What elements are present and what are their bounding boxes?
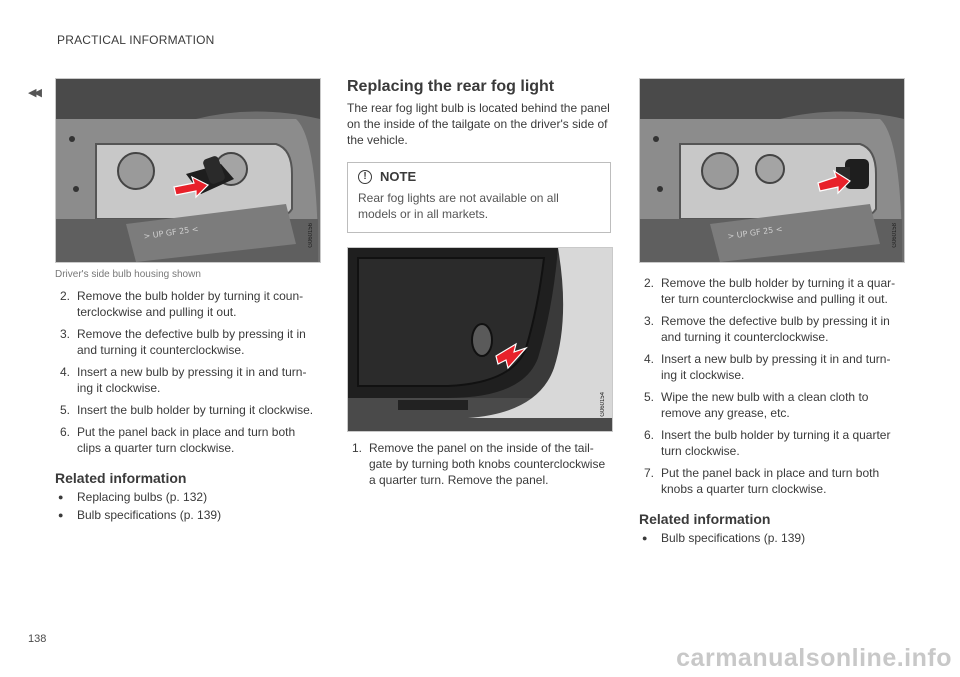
- page-number: 138: [28, 633, 47, 645]
- related-link[interactable]: ● Replacing bulbs (p. 132): [58, 490, 208, 504]
- related-link[interactable]: ● Bulb specifications (p. 139): [642, 531, 806, 545]
- intro-paragraph: The rear fog light bulb is located behind the panel on the inside of the tailgate on the driver's side of the vehicle.: [347, 101, 610, 147]
- list-item: 4. Insert a new bulb by pressing it in and turn-ing it clockwise.: [644, 352, 891, 382]
- previous-page-arrow-icon[interactable]: ◀◀: [28, 87, 39, 99]
- related-information-heading: Related information: [639, 511, 771, 527]
- note-text: Rear fog lights are not available on all models or in all markets.: [358, 191, 559, 221]
- figure-code: G060158: [892, 223, 898, 248]
- bulb-housing-figure: [55, 78, 321, 263]
- steps-list: [347, 440, 613, 488]
- note-box: [347, 162, 611, 233]
- embossed-label: > UP GF 25 <: [727, 224, 783, 241]
- bullet-icon: ●: [58, 510, 64, 520]
- bulb-holder-figure: [639, 78, 905, 263]
- column-left: [55, 78, 321, 524]
- section-header: PRACTICAL INFORMATION: [57, 33, 215, 47]
- list-item: 6. Insert the bulb holder by turning it a quarter turn clockwise.: [644, 428, 891, 458]
- section-title: Replacing the rear fog light: [347, 78, 555, 95]
- related-information-heading: Related information: [55, 470, 187, 486]
- info-icon: !: [358, 170, 372, 184]
- list-item: 3. Remove the defective bulb by pressing it in and turning it counterclockwise.: [60, 327, 306, 357]
- bullet-icon: ●: [58, 492, 64, 502]
- steps-list: [639, 275, 905, 497]
- list-item: 3. Remove the defective bulb by pressing it in and turning it counterclockwise.: [644, 314, 890, 344]
- list-item: 2. Remove the bulb holder by turning it coun-terclockwise and pulling it out.: [60, 289, 304, 319]
- steps-list: [55, 288, 321, 456]
- figure-code: G060154: [600, 392, 606, 417]
- bullet-icon: ●: [642, 533, 648, 543]
- list-item: 7. Put the panel back in place and turn both knobs a quarter turn clockwise.: [644, 466, 880, 496]
- list-item: 5. Wipe the new bulb with a clean cloth to remove any grease, etc.: [644, 390, 869, 420]
- tailgate-panel-figure: [347, 247, 613, 432]
- tailgate-panel-illustration: [348, 248, 612, 431]
- related-links: [639, 529, 905, 547]
- list-item: 2. Remove the bulb holder by turning it a quar-ter turn counterclockwise and pulling it out.: [644, 276, 896, 306]
- bulb-housing-illustration: [56, 79, 320, 262]
- column-right: [639, 78, 905, 547]
- related-links: [55, 488, 321, 524]
- bulb-holder-illustration: [640, 79, 904, 262]
- list-item: 5. Insert the bulb holder by turning it clockwise.: [60, 403, 314, 417]
- embossed-label: > UP GF 25 <: [143, 224, 199, 241]
- related-link[interactable]: ● Bulb specifications (p. 139): [58, 508, 222, 522]
- site-watermark: carmanualsonline.info: [676, 644, 952, 672]
- figure-caption: Driver's side bulb housing shown: [55, 269, 201, 280]
- list-item: 6. Put the panel back in place and turn both clips a quarter turn clockwise.: [60, 425, 296, 455]
- list-item: 4. Insert a new bulb by pressing it in and turn-ing it clockwise.: [60, 365, 307, 395]
- list-item: 1. Remove the panel on the inside of the tail-gate by turning both knobs counterclockwise a quarter turn. Remove the panel.: [352, 441, 606, 487]
- column-middle: [347, 78, 613, 494]
- figure-code: G060156: [308, 223, 314, 248]
- note-label: NOTE: [380, 169, 417, 184]
